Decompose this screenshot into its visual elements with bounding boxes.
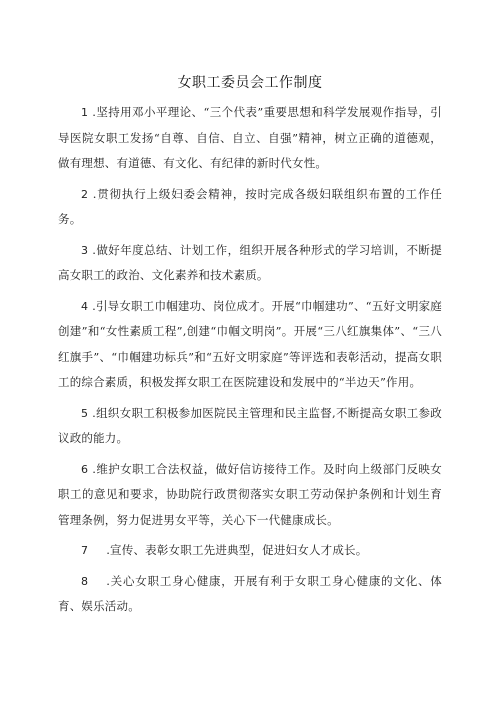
list-item-7: [58, 538, 442, 564]
list-item-4: [58, 294, 442, 396]
item-text: .坚持用邓小平理论、“三个代表”重要思想和科学发展观作指导，引导医院女职工发扬“自尊、自信、自立、自强”精神，树立正确的道德观，做有理想、有道德、有文化、有纪律的新时代女性。: [58, 105, 442, 170]
item-text: .关心女职工身心健康，开展有利于女职工身心健康的文化、体育、娱乐活动。: [58, 573, 442, 613]
list-item-2: [58, 182, 442, 233]
item-text: .维护女职工合法权益，做好信访接待工作。及时向上级部门反映女职工的意见和要求，协助院行政贯彻落实女职工劳动保护条例和计划生育管理条例，努力促进男女平等，关心下一代健康成长。: [58, 461, 443, 527]
item-number: 2: [81, 187, 89, 201]
item-number: 7: [81, 544, 89, 557]
list-item-8: [58, 569, 442, 620]
item-text: .贯彻执行上级妇委会精神，按时完成各级妇联组织布置的工作任务。: [58, 186, 443, 226]
item-number: 8: [81, 574, 89, 588]
list-item-3: [58, 238, 442, 289]
item-text: .做好年度总结、计划工作，组织开展各种形式的学习培训，不断提高女职工的政治、文化素养和技术素质。: [58, 242, 443, 282]
item-number: 5: [81, 406, 89, 420]
item-number: 3: [81, 243, 89, 257]
list-item-6: [58, 457, 442, 534]
list-item-5: [58, 401, 442, 452]
item-text: .引导女职工巾帼建功、岗位成才。开展“巾帼建功”、“五好文明家庭创建”和“女性素质工程”,创建“巾帼文明岗”。开展“三八红旗集体”、“三八红旗手”、“巾帼建功标兵”和“五好文明家庭”等评选和表彰活动，提高女职工的综合素质，积极发挥女职工在医院建设和发展中的“半边天”作用。: [58, 298, 442, 389]
item-number: 4: [81, 299, 89, 313]
document-title: 女职工委员会工作制度: [177, 75, 323, 91]
item-number: 6: [81, 462, 89, 476]
item-text: .宣传、表彰女职工先进典型，促进妇女人才成长。: [106, 543, 368, 557]
document-body: [58, 100, 442, 625]
item-number: 1: [81, 106, 89, 119]
list-item-1: [58, 100, 442, 177]
item-text: .组织女职工积极参加医院民主管理和民主监督,不断提高女职工参政议政的能力。: [58, 405, 442, 445]
